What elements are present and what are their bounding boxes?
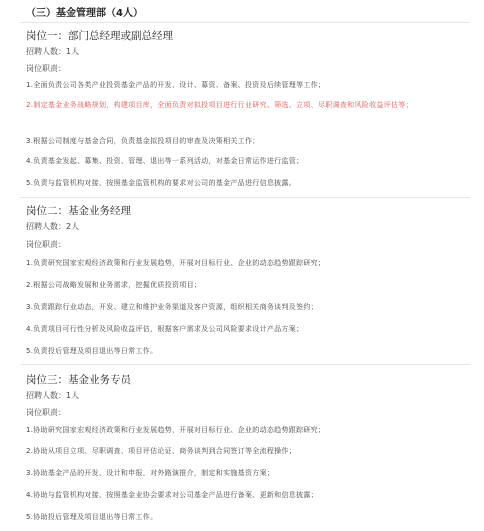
section-title: （三）基金管理部（4人） [26, 8, 143, 19]
position-3-duty-4: 4.协助与监管机构对接，按照基金业协会要求对公司基金产品进行备案、更新和信息披露； [26, 491, 318, 499]
position-1-duty-2: 2.制定基金业务战略规划，构建项目库，全面负责对拟投项目进行行业研究、筛选、立项、尽职调查和风险收益评估等； [26, 101, 413, 109]
position-2-duties-label: 岗位职责： [26, 240, 66, 249]
position-1-duty-5: 5.负责与监管机构对接，按照基金监管机构的要求对公司的基金产品进行信息披露。 [26, 179, 297, 187]
position-2-headcount: 招聘人数：2人 [26, 222, 80, 231]
position-3-duty-3: 3.协助基金产品的开发、设计和申报，对外路演推介，制定和实施基资方案； [26, 469, 275, 477]
position-2-duty-5: 5.负责投后管理及项目退出等日常工作。 [26, 347, 158, 355]
position-1-duty-3: 3.根据公司制度与基金合同，负责基金拟投项目的审查及决策相关工作； [26, 137, 260, 145]
position-divider [20, 364, 470, 365]
position-divider [20, 197, 470, 198]
position-3-duty-1: 1.协助研究国家宏观经济政策和行业发展趋势，开展对目标行业、企业的动态趋势跟踪研究； [26, 426, 326, 434]
position-1-duty-4: 4.负责基金发起、募集、投资、管理、退出等一系列活动，对基金日常运作进行监管； [26, 157, 304, 165]
position-1-duty-1: 1.全面负责公司各类产业投资基金产品的开发、设计、募资、备案、投资及后续管理等工作； [26, 81, 326, 89]
position-3-duty-5: 5.协助投后管理及项目退出等日常工作。 [26, 513, 158, 521]
position-3-headcount: 招聘人数：1人 [26, 391, 80, 400]
position-2-duty-3: 3.负责跟踪行业动态，开发、建立和维护业务渠道及客户资源，组织相关商务谈判及签约； [26, 303, 318, 311]
position-2-duty-1: 1.负责研究国家宏观经济政策和行业发展趋势，开展对目标行业、企业的动态趋势跟踪研究； [26, 259, 326, 267]
position-1-duties-label: 岗位职责： [26, 64, 66, 73]
position-1-title: 岗位一：部门总经理或副总经理 [26, 30, 173, 42]
position-2-title: 岗位二：基金业务经理 [26, 205, 131, 217]
position-3-duty-2: 2.协助从项目立项、尽职调查、项目评估论证、商务谈判到合同签订等全流程操作； [26, 447, 297, 455]
position-3-duties-label: 岗位职责： [26, 408, 66, 417]
position-2-duty-4: 4.负责项目可行性分析及风险收益评估，根据客户需求及公司风险要求设计产品方案； [26, 325, 304, 333]
position-3-title: 岗位三：基金业务专员 [26, 374, 131, 386]
section-divider [20, 22, 470, 23]
position-1-headcount: 招聘人数：1人 [26, 47, 80, 56]
position-2-duty-2: 2.根据公司战略发展和业务需求，挖掘优质投资项目； [26, 281, 202, 289]
